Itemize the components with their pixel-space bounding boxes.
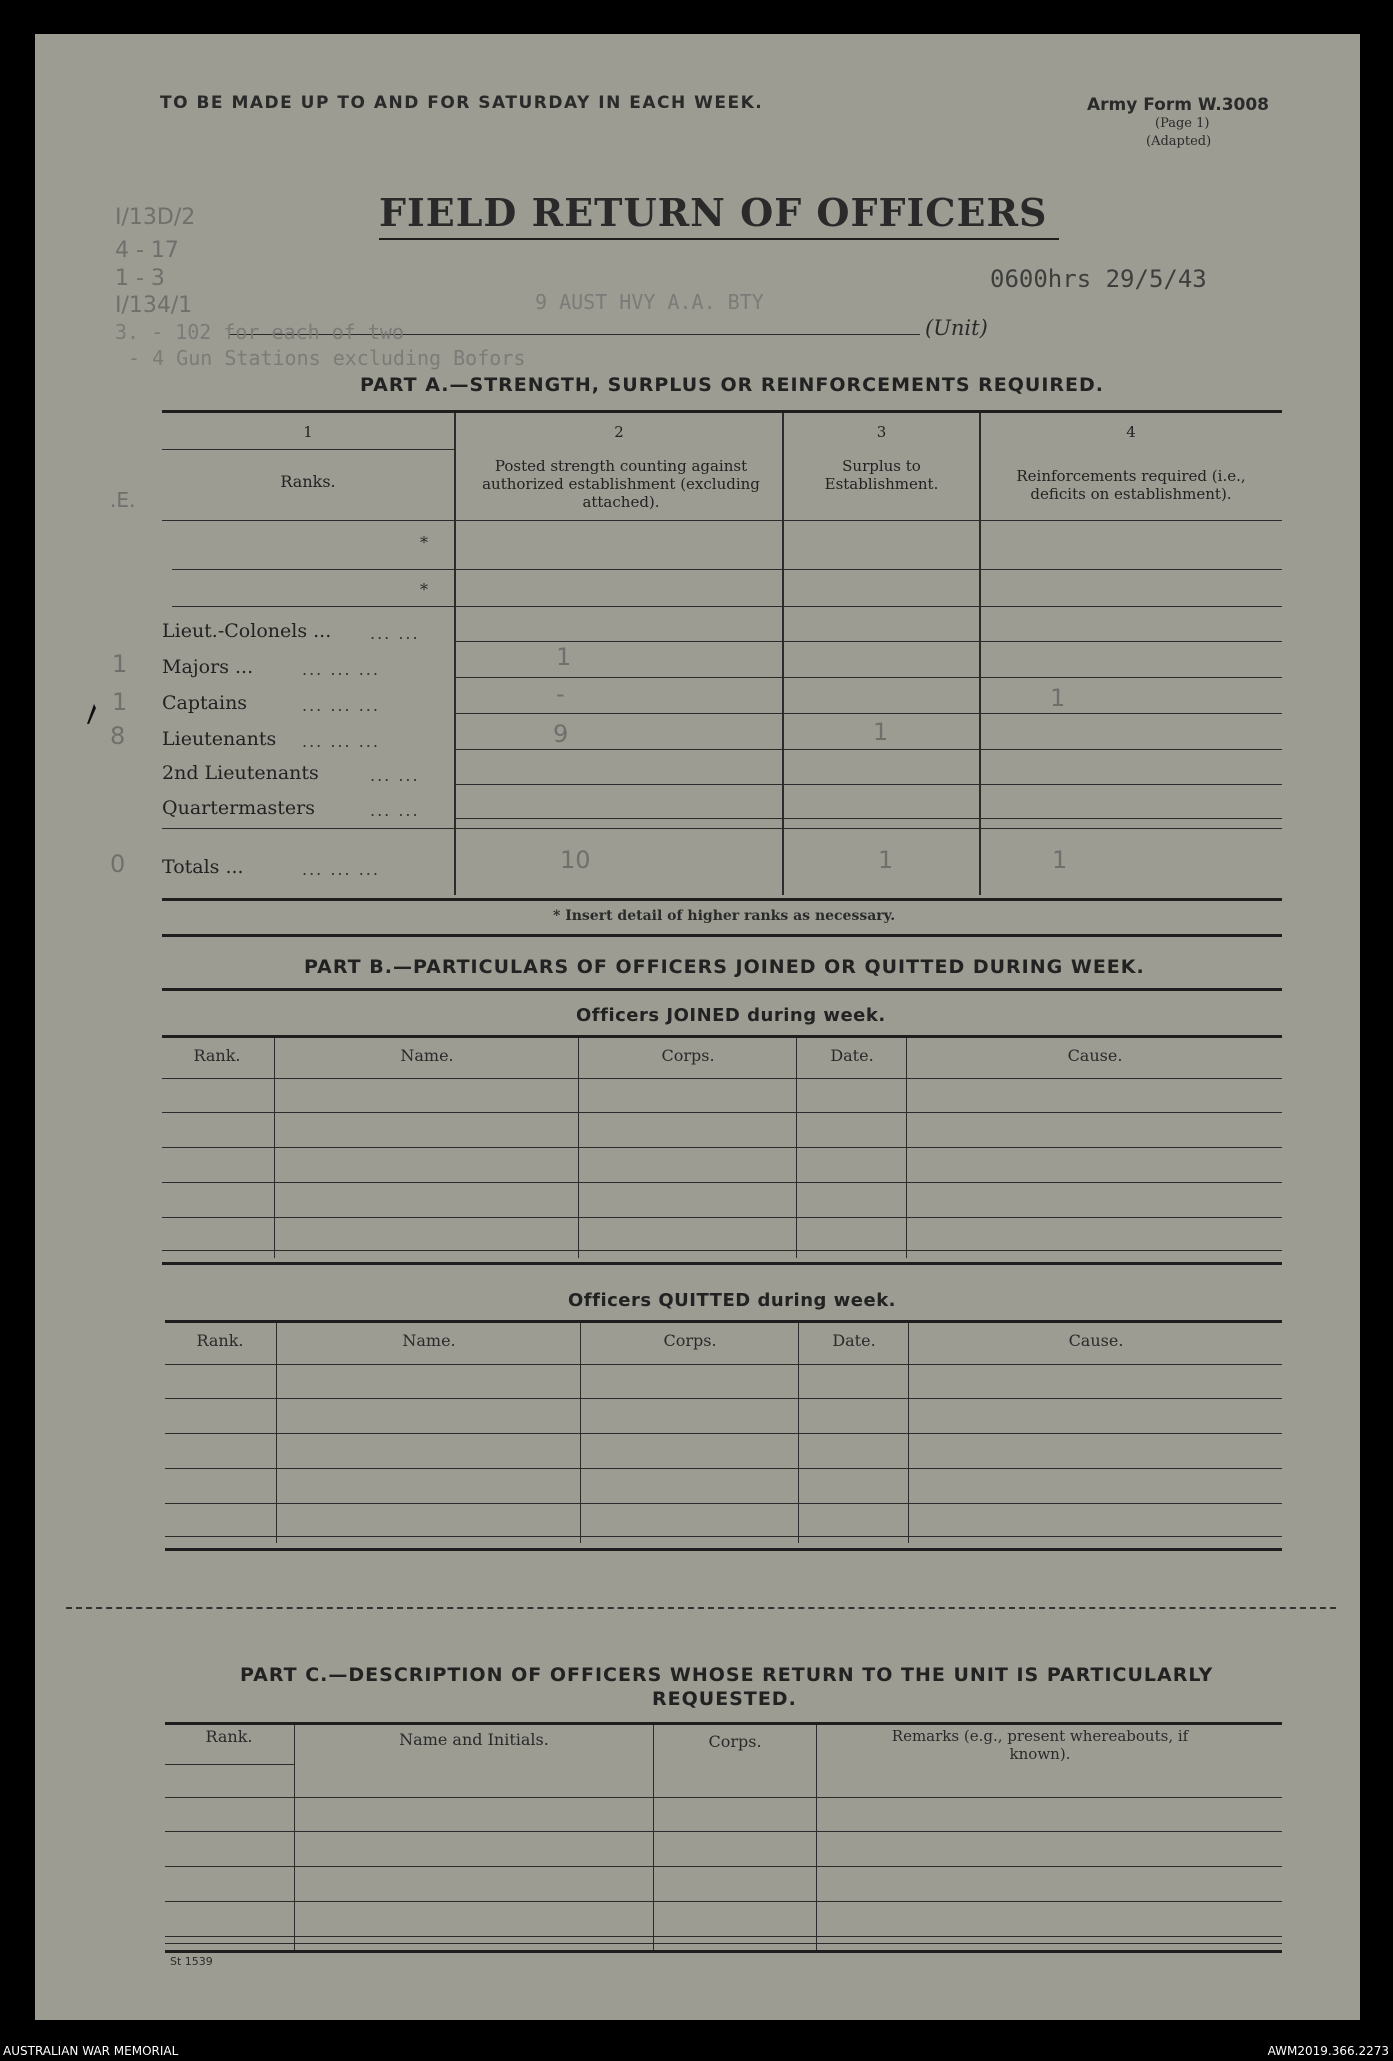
- page-title: FIELD RETURN OF OFFICERS: [379, 190, 1048, 235]
- unit-label: (Unit): [925, 316, 988, 340]
- rank-label-totals: Totals ...: [162, 856, 244, 878]
- col-number-4: 4: [1126, 423, 1136, 441]
- quitted-col-date: Date.: [832, 1331, 876, 1350]
- rank-label-quartermasters: Quartermasters: [162, 797, 315, 819]
- part-c-col-name: Name and Initials.: [399, 1730, 549, 1749]
- quitted-col-cause: Cause.: [1068, 1331, 1124, 1350]
- part-c-col-rank: Rank.: [205, 1727, 253, 1746]
- rank-dots: ... ... ...: [302, 732, 380, 751]
- rank-dots: ... ... ...: [302, 660, 380, 679]
- lieutenants-posted: 9: [553, 720, 569, 748]
- side-mark-totals: 0: [110, 850, 126, 878]
- dashed-separator: [66, 1607, 1336, 1609]
- rank-dots: ... ... ...: [302, 860, 380, 879]
- side-mark-captains: 1: [112, 688, 128, 716]
- col-header-ranks: Ranks.: [280, 472, 336, 491]
- joined-col-name: Name.: [400, 1046, 454, 1065]
- ink-mark-icon: [84, 702, 98, 726]
- rank-label-majors: Majors ...: [162, 656, 254, 678]
- part-a-heading: PART A.—STRENGTH, SURPLUS OR REINFORCEMENTS REQUIRED.: [360, 374, 1105, 396]
- totals-surplus: 1: [878, 846, 894, 874]
- asterisk-2: *: [420, 580, 428, 599]
- margin-note-1: I/13D/2: [115, 205, 196, 230]
- rank-dots: ... ... ...: [302, 696, 380, 715]
- col-header-reinforcements: Reinforcements required (i.e., deficits on establishment).: [1016, 467, 1246, 503]
- col-number-1: 1: [303, 423, 313, 441]
- captains-posted: -: [556, 680, 565, 708]
- margin-note-4: I/134/1: [115, 293, 193, 318]
- totals-posted: 10: [560, 846, 591, 874]
- datetime-typed: 0600hrs 29/5/43: [990, 265, 1207, 293]
- lieutenants-surplus: 1: [873, 718, 889, 746]
- footer-right-id: AWM2019.366.2273: [1267, 2044, 1389, 2058]
- side-mark-lieutenants: 8: [110, 722, 126, 750]
- margin-note-3: 1 - 3: [115, 266, 165, 291]
- col-header-posted: Posted strength counting against authorized establishment (excluding attached).: [482, 457, 760, 511]
- rank-label-lieutenants: Lieutenants: [162, 728, 277, 750]
- typed-note-1: 3. - 102 for each of two: [115, 320, 404, 344]
- quitted-col-rank: Rank.: [196, 1331, 244, 1350]
- part-c-heading-line-2: REQUESTED.: [652, 1688, 797, 1710]
- part-c-col-remarks: Remarks (e.g., present whereabouts, if known).: [891, 1727, 1189, 1763]
- typed-note-2: - 4 Gun Stations excluding Bofors: [128, 346, 526, 370]
- col-header-surplus: Surplus to Establishment.: [824, 457, 939, 493]
- form-adapted: (Adapted): [1146, 134, 1212, 149]
- joined-col-corps: Corps.: [661, 1046, 715, 1065]
- title-underline: [379, 238, 1059, 240]
- rank-dots: ... ...: [370, 801, 420, 820]
- asterisk-1: *: [420, 533, 428, 552]
- instruction-text: TO BE MADE UP TO AND FOR SATURDAY IN EACH WEEK.: [160, 93, 764, 113]
- quitted-title: Officers QUITTED during week.: [568, 1290, 897, 1311]
- footnote: * Insert detail of higher ranks as necessary.: [553, 908, 896, 924]
- part-c-col-corps: Corps.: [708, 1732, 762, 1751]
- rank-label-lieut-colonels: Lieut.-Colonels ...: [162, 620, 332, 642]
- side-mark-e: .E.: [110, 488, 136, 512]
- joined-col-date: Date.: [830, 1046, 874, 1065]
- print-code: St 1539: [170, 1955, 213, 1968]
- rank-dots: ... ...: [370, 624, 420, 643]
- part-c-heading-line-1: PART C.—DESCRIPTION OF OFFICERS WHOSE RETURN TO THE UNIT IS PARTICULARLY: [240, 1664, 1214, 1686]
- captains-reinforcements: 1: [1050, 684, 1066, 712]
- rank-label-2nd-lieutenants: 2nd Lieutenants: [162, 762, 319, 784]
- col-number-2: 2: [614, 423, 624, 441]
- part-b-heading: PART B.—PARTICULARS OF OFFICERS JOINED OR QUITTED DURING WEEK.: [304, 956, 1145, 978]
- joined-col-cause: Cause.: [1067, 1046, 1123, 1065]
- form-number: Army Form W.3008: [1087, 95, 1270, 115]
- footer-left-credit: AUSTRALIAN WAR MEMORIAL: [3, 2044, 179, 2058]
- quitted-col-name: Name.: [402, 1331, 456, 1350]
- joined-col-rank: Rank.: [193, 1046, 241, 1065]
- margin-note-2: 4 - 17: [115, 238, 179, 263]
- rank-dots: ... ...: [370, 766, 420, 785]
- quitted-col-corps: Corps.: [663, 1331, 717, 1350]
- col-number-3: 3: [876, 423, 887, 441]
- totals-reinforcements: 1: [1052, 846, 1068, 874]
- unit-typed: 9 AUST HVY A.A. BTY: [535, 290, 764, 314]
- rank-label-captains: Captains: [162, 692, 248, 714]
- majors-posted: 1: [556, 643, 572, 671]
- form-page: (Page 1): [1155, 116, 1210, 131]
- side-mark-majors: 1: [112, 650, 128, 678]
- joined-title: Officers JOINED during week.: [576, 1005, 886, 1026]
